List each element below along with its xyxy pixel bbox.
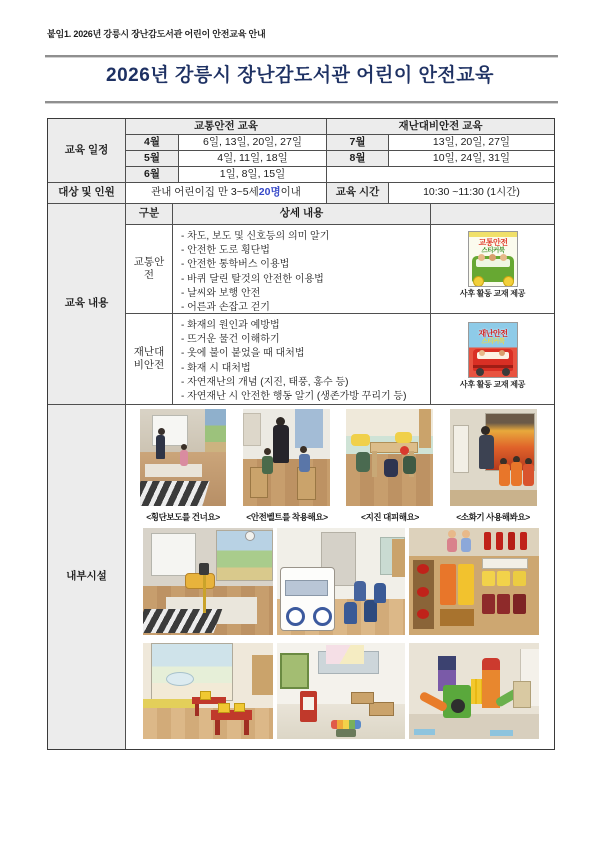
photo-mural-play-tables: [143, 643, 273, 739]
bullet-item: - 안전한 도로 횡단법: [181, 245, 270, 257]
disaster-education-header: 재난대비안전 교육: [327, 119, 554, 135]
child-seat-backpack: [374, 583, 386, 603]
disaster-sticker-book-image: [468, 322, 518, 378]
green-notice-board: [280, 653, 310, 690]
child-orange-shirt: [511, 462, 522, 486]
poster-stand: [453, 425, 469, 474]
child-seat-backpack: [364, 600, 377, 622]
book-subtitle: 스티커북: [481, 338, 505, 345]
firefighter-face: [479, 350, 485, 356]
bullet-item: - 화재 시 대처법: [181, 362, 251, 374]
target-row-label: 대상 및 인원: [48, 183, 126, 204]
yellow-bag: [513, 571, 526, 586]
facility-row-label: 내부시설: [48, 405, 126, 749]
play-mat: [145, 464, 202, 477]
photo-fire-extinguisher-activity: [450, 409, 537, 506]
photo-earthquake-drill: [346, 409, 433, 506]
target-value-pre: 관내 어린이집 만 3~5세: [151, 186, 259, 199]
yellow-bag: [497, 571, 510, 586]
safety-vest: [458, 564, 474, 605]
dates-cell: 10일, 24일, 31일: [389, 151, 554, 167]
blue-mat: [414, 729, 435, 735]
teacher-figure: [156, 435, 165, 459]
safety-vest: [440, 564, 456, 605]
child-figure: [180, 450, 188, 466]
child-figure: [299, 454, 310, 472]
child-face: [500, 254, 507, 261]
floor: [450, 490, 537, 506]
photo-caption: <안전벨트를 착용해요>: [246, 512, 328, 522]
bullet-item: - 차도, 보도 및 신호등의 의미 알기: [181, 231, 330, 242]
red-backpack: [482, 594, 495, 613]
wooden-fence: [252, 655, 273, 695]
table-leg: [195, 704, 199, 716]
small-playhouse: [513, 681, 531, 708]
traffic-book-cell: [431, 225, 554, 314]
yellow-cushion: [351, 434, 370, 446]
wooden-desk: [351, 692, 373, 705]
wooden-fence: [392, 539, 405, 578]
bus-wheel: [503, 276, 514, 287]
playhouse-tunnel-hole: [451, 699, 465, 713]
fire-extinguisher: [484, 532, 491, 550]
disaster-type-cell: [126, 314, 173, 405]
yellow-cushion: [395, 432, 412, 443]
red-roof: [482, 658, 500, 670]
doll: [461, 538, 471, 552]
table-leg: [372, 451, 377, 477]
bullet-item: - 화재의 원인과 예방법: [181, 320, 280, 331]
table-leg: [215, 720, 220, 735]
traffic-sticker-book-image: [468, 231, 518, 287]
disaster-detail-cell: [173, 314, 431, 405]
photo-caption: <지진 대피해요>: [361, 512, 419, 522]
bullet-item: - 바퀴 달린 탈것의 안전한 이용법: [181, 273, 324, 285]
poster-wall: [205, 409, 227, 456]
month-cell: 4월: [126, 135, 179, 151]
dates-cell: 13일, 20일, 27일: [389, 135, 554, 151]
red-helmet: [417, 587, 429, 597]
dates-cell: 1일, 8일, 15일: [179, 167, 327, 183]
attachment-note: 붙임1. 2026년 강릉시 장난감도서관 어린이 안전교육 안내: [47, 29, 266, 39]
fire-extinguisher: [496, 532, 503, 550]
bullet-item: - 안전한 통학버스 이용법: [181, 259, 290, 271]
red-safety-helmet: [400, 446, 409, 455]
main-table: [47, 118, 555, 750]
child-seat-backpack: [344, 602, 357, 624]
bullet-item: - 자연재난의 개념 (지진, 태풍, 홍수 등): [181, 376, 349, 388]
book-caption: 사후 활동 교재 제공: [459, 380, 526, 389]
table-leg: [244, 720, 249, 735]
mural-pond: [166, 672, 194, 686]
bus-window-band: [285, 580, 328, 597]
disaster-type-label: 재난대비안전: [133, 345, 165, 371]
book-subtitle: 스티커북: [481, 247, 505, 254]
wall-mural: [151, 643, 234, 701]
tower-roof: [438, 656, 456, 669]
photo-bus-mockup-room: [277, 528, 405, 635]
projection-screen: [151, 533, 196, 576]
photo-crosswalk-activity: [140, 409, 226, 506]
crosswalk-mat: [143, 609, 223, 633]
teacher-head: [276, 417, 285, 426]
fire-extinguisher: [520, 532, 527, 550]
page-title: 2026년 강릉시 장난감도서관 어린이 안전교육: [106, 65, 494, 86]
photo-traffic-playroom: [143, 528, 273, 635]
month-cell: 6월: [126, 167, 179, 183]
truck-wheel: [502, 368, 510, 376]
easel-board: [303, 697, 315, 710]
child-orange-shirt: [499, 464, 510, 486]
bench: [336, 729, 356, 737]
book-caption: 사후 활동 교재 제공: [459, 289, 526, 298]
traffic-type-label: 교통안전: [133, 255, 165, 281]
photo-seatbelt-activity: [243, 409, 330, 506]
traffic-detail-cell: [173, 225, 431, 314]
bus-wheel: [473, 276, 484, 287]
wooden-chair: [297, 467, 316, 500]
bullet-item: - 어른과 손잡고 걷기: [181, 302, 270, 314]
traffic-type-cell: [126, 225, 173, 314]
book-top-band: [469, 232, 517, 237]
content-col-detail-header: 상세 내용: [173, 204, 431, 225]
target-value-post: 이내: [280, 186, 301, 199]
child-face: [478, 254, 485, 261]
child-seat-backpack: [354, 581, 366, 601]
teacher-figure: [273, 425, 289, 463]
month-cell: 5월: [126, 151, 179, 167]
child-orange-shirt: [523, 464, 534, 486]
content-row-label: 교육 내용: [48, 204, 126, 405]
blue-mat: [490, 730, 513, 736]
photo-indoor-playground: [409, 643, 539, 739]
book-title: 교통안전: [478, 238, 508, 247]
children-artwork: [326, 645, 364, 664]
rainbow-table: [331, 720, 362, 730]
wooden-fence: [419, 409, 431, 448]
book-title: 재난안전: [478, 329, 508, 338]
crouching-child: [384, 459, 398, 477]
child-face: [489, 254, 496, 261]
time-label: 교육 시간: [327, 183, 389, 204]
window: [243, 413, 261, 446]
shelf-board: [440, 609, 474, 626]
floor: [143, 708, 273, 739]
red-play-table: [211, 710, 253, 720]
photo-classroom-easel: [277, 643, 405, 739]
crouching-child: [356, 452, 370, 472]
doll: [447, 538, 457, 552]
dates-cell: 6일, 13일, 20일, 27일: [179, 135, 327, 151]
time-value: 10:30 ~11:30 (1시간): [389, 183, 554, 204]
truck-wheel: [476, 368, 484, 376]
traffic-signal-box: [199, 563, 209, 575]
bullet-item: - 옷에 불이 붙었을 때 대처법: [181, 348, 305, 360]
dates-cell: 4일, 11일, 18일: [179, 151, 327, 167]
wooden-desk: [369, 702, 394, 716]
target-value-highlight: 20명: [258, 186, 281, 199]
bullet-item: - 자연재난 시 안전한 행동 알기 (생존가방 꾸리기 등): [181, 391, 407, 403]
disaster-book-cell: [431, 314, 554, 405]
crouching-child: [403, 456, 416, 474]
month-cell: 8월: [327, 151, 389, 167]
red-backpack: [513, 594, 526, 613]
toy-bus: [185, 573, 216, 589]
schedule-row-label: 교육 일정: [48, 119, 126, 183]
photo-caption: <소화기 사용해봐요>: [456, 512, 530, 522]
title-rule-top: [45, 55, 558, 58]
fire-extinguisher: [508, 532, 515, 550]
content-col-book-header: [431, 204, 554, 225]
bullet-item: - 날씨와 보행 안전: [181, 287, 261, 299]
empty-cell: [327, 167, 554, 183]
child-figure: [262, 456, 273, 474]
child-head: [264, 448, 271, 455]
photo-safety-gear-shelf: [409, 528, 539, 635]
bullet-item: - 뜨거운 물건 이해하기: [181, 334, 280, 346]
yellow-bag: [482, 571, 495, 586]
tile-floor: [409, 714, 539, 739]
teacher-figure: [479, 435, 494, 469]
yellow-toy-block: [234, 703, 245, 712]
target-value: [126, 183, 327, 204]
firefighter-face: [499, 350, 505, 356]
crosswalk-mat: [140, 481, 209, 506]
banner: [295, 409, 323, 448]
traffic-education-header: 교통안전 교육: [126, 119, 327, 135]
red-backpack: [497, 594, 510, 613]
title-rule-bottom: [45, 101, 558, 104]
photo-caption: <횡단보도를 건너요>: [146, 512, 220, 522]
storage-boxes: [482, 558, 528, 569]
month-cell: 7월: [327, 135, 389, 151]
content-col-type-header: 구분: [126, 204, 173, 225]
yellow-toy-block: [218, 703, 230, 713]
wall-clock: [245, 531, 255, 541]
yellow-toy-block: [200, 691, 211, 700]
